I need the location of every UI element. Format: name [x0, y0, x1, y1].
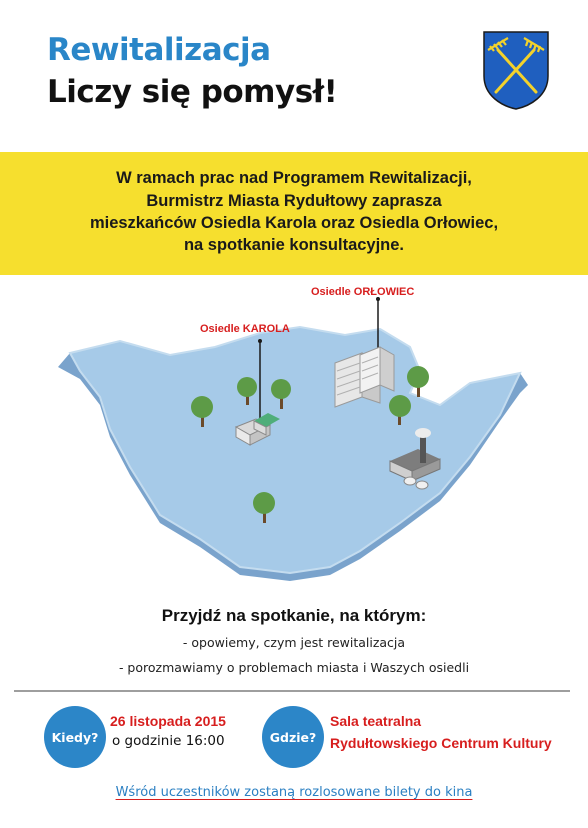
footer-note-text: Wśród uczestników zostaną rozlosowane bilety do kina	[115, 785, 473, 800]
event-date: 26 listopada 2015	[110, 713, 226, 729]
page-title-line2: Liczy się pomysł!	[47, 74, 338, 110]
coat-of-arms-icon	[482, 30, 550, 110]
footer-note	[0, 781, 588, 800]
page-title-line1: Rewitalizacja	[47, 32, 271, 68]
venue-line2: Rydułtowskiego Centrum Kultury	[330, 735, 552, 751]
banner-line-4: na spotkanie konsultacyjne.	[183, 236, 405, 254]
district-map	[0, 275, 588, 595]
map-landmass	[70, 327, 520, 573]
bullet-item: - opowiemy, czym jest rewitalizacja	[182, 635, 406, 650]
divider	[14, 690, 570, 692]
when-badge: Kiedy?	[44, 706, 106, 768]
where-badge: Gdzie?	[262, 706, 324, 768]
label-osiedle-orlowiec: Osiedle ORŁOWIEC	[311, 286, 415, 298]
label-osiedle-karola: Osiedle KAROLA	[200, 323, 290, 335]
meeting-heading: Przyjdź na spotkanie, na którym:	[161, 606, 427, 625]
banner-line-1: W ramach prac nad Programem Rewitalizacji,	[116, 169, 472, 187]
invitation-banner	[0, 152, 588, 275]
venue-line1: Sala teatralna	[330, 713, 422, 729]
banner-line-2: Burmistrz Miasta Rydułtowy zaprasza	[146, 192, 442, 210]
banner-line-3: mieszkańców Osiedla Karola oraz Osiedla Orłowiec,	[89, 214, 499, 232]
bullet-item: - porozmawiamy o problemach miasta i Waszych osiedli	[118, 660, 470, 675]
event-time: o godzinie 16:00	[112, 733, 225, 749]
